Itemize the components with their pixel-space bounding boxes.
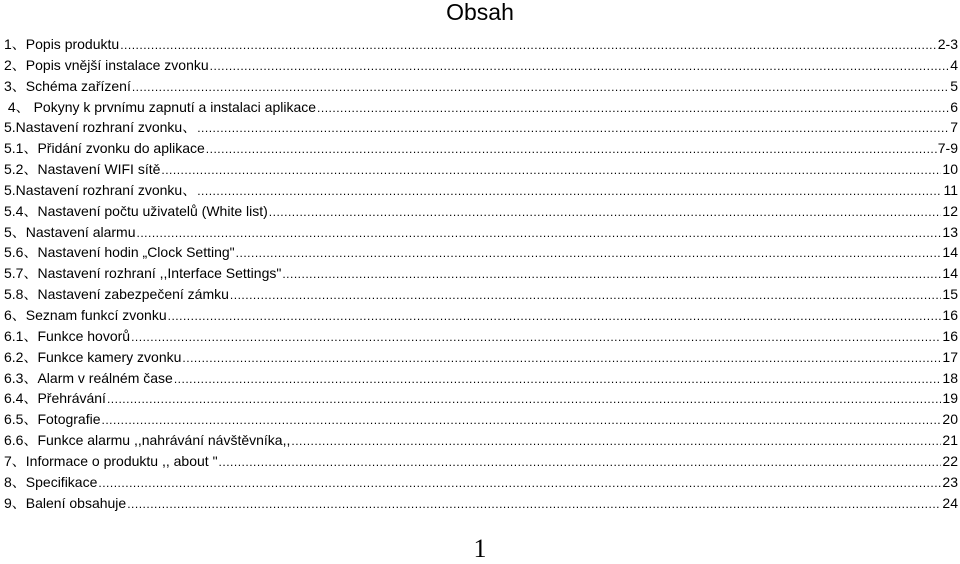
toc-entry-label: 5.6、Nastavení hodin „Clock Setting"	[4, 244, 235, 261]
toc-entry-label: 5.2、Nastavení WIFI sítě	[4, 161, 161, 178]
toc-entry-page: 17	[942, 348, 958, 365]
toc-dot-leader	[182, 348, 941, 368]
toc-entry-page: 12	[942, 202, 958, 219]
toc-entry-label: 1、Popis produktu	[4, 36, 120, 52]
toc-entry[interactable]	[4, 451, 958, 472]
toc-entry-page: 10	[942, 161, 958, 178]
toc-dot-leader	[127, 494, 941, 514]
toc-entry-page: 2-3	[937, 36, 958, 52]
toc-dot-leader	[206, 139, 937, 159]
toc-entry-label: 5、Nastavení alarmu	[4, 223, 136, 240]
toc-dot-leader	[219, 452, 942, 472]
toc-entry[interactable]	[4, 201, 958, 222]
toc-dot-leader	[174, 369, 942, 389]
toc-dot-leader	[102, 410, 942, 430]
toc-entry-label: 6.5、Fotografie	[4, 411, 101, 428]
toc-entry-label: 5.Nastavení rozhraní zvonku、	[4, 119, 197, 136]
toc-entry-page: 16	[942, 306, 958, 323]
toc-dot-leader	[120, 35, 937, 55]
toc-dot-leader	[197, 118, 949, 138]
toc-entry-page: 22	[942, 452, 958, 469]
toc-entry-page: 15	[942, 286, 958, 303]
toc-entry[interactable]	[4, 347, 958, 368]
toc-dot-leader	[132, 77, 949, 97]
toc-entry[interactable]	[4, 117, 958, 138]
toc-entry-label: 6.4、Přehrávání	[4, 390, 106, 407]
toc-entry-label: 3、Schéma zařízení	[4, 77, 131, 94]
toc-entry[interactable]	[4, 472, 958, 493]
toc-dot-leader	[161, 160, 941, 180]
toc-dot-leader	[197, 181, 942, 201]
toc-entry-page: 7	[950, 119, 958, 136]
toc-dot-leader	[317, 98, 949, 118]
toc-entry[interactable]	[4, 222, 958, 243]
toc-entry-page: 18	[942, 369, 958, 386]
toc-entry-page: 19	[942, 390, 958, 407]
toc-entry-label: 5.8、Nastavení zabezpečení zámku	[4, 286, 229, 303]
toc-dot-leader	[291, 431, 941, 451]
toc-entry[interactable]	[4, 138, 958, 159]
table-of-contents	[4, 34, 958, 513]
toc-entry-label: 6.2、Funkce kamery zvonku	[4, 348, 182, 365]
toc-dot-leader	[230, 285, 942, 305]
toc-entry-label: 5.Nastavení rozhraní zvonku、	[4, 181, 197, 198]
toc-entry-page: 24	[942, 494, 958, 511]
toc-entry-label: 6.1、Funkce hovorů	[4, 327, 131, 344]
toc-entry-page: 4	[950, 56, 958, 73]
toc-entry[interactable]	[4, 180, 958, 201]
toc-entry[interactable]	[4, 493, 958, 514]
toc-dot-leader	[210, 56, 950, 76]
toc-entry-page: 16	[942, 327, 958, 344]
toc-entry[interactable]	[4, 76, 958, 97]
toc-dot-leader	[131, 327, 941, 347]
toc-entry-page: 20	[942, 411, 958, 428]
toc-entry-label: 2、Popis vnější instalace zvonku	[4, 56, 209, 73]
toc-entry-label: 5.7、Nastavení rozhraní ,,Interface Settings"	[4, 265, 282, 282]
toc-dot-leader	[98, 473, 941, 493]
page-title: Obsah	[446, 0, 514, 25]
toc-dot-leader	[269, 202, 942, 222]
toc-entry[interactable]	[4, 409, 958, 430]
toc-entry[interactable]	[4, 242, 958, 263]
toc-entry[interactable]	[4, 388, 958, 409]
page-number: 1	[473, 534, 487, 563]
toc-entry-label: 6.3、Alarm v reálném čase	[4, 369, 173, 386]
toc-entry-label: 7、Informace o produktu ,, about "	[4, 452, 218, 469]
toc-entry-page: 5	[950, 77, 958, 94]
toc-entry-label: 5.4、Nastavení počtu uživatelů (White list)	[4, 202, 268, 219]
toc-entry-label: 5.1、Přidání zvonku do aplikace	[4, 140, 205, 157]
toc-entry-label: 4、 Pokyny k prvnímu zapnutí a instalaci aplikace	[4, 98, 317, 115]
toc-dot-leader	[236, 243, 942, 263]
toc-entry[interactable]	[4, 55, 958, 76]
toc-entry-label: 9、Balení obsahuje	[4, 494, 127, 511]
toc-entry-page: 11	[943, 181, 958, 198]
toc-entry[interactable]	[4, 305, 958, 326]
toc-entry-label: 6、Seznam funkcí zvonku	[4, 306, 167, 323]
toc-dot-leader	[137, 223, 942, 243]
toc-entry-page: 14	[942, 244, 958, 261]
toc-entry[interactable]	[4, 34, 958, 55]
toc-entry[interactable]	[4, 284, 958, 305]
toc-dot-leader	[168, 306, 942, 326]
toc-entry-page: 7-9	[937, 140, 958, 157]
toc-entry-label: 6.6、Funkce alarmu ,,nahrávání návštěvníka,,	[4, 432, 291, 449]
toc-entry[interactable]	[4, 97, 958, 118]
toc-entry[interactable]	[4, 159, 958, 180]
toc-entry-page: 23	[942, 473, 958, 490]
toc-entry[interactable]	[4, 326, 958, 347]
toc-entry-page: 21	[942, 432, 958, 449]
toc-entry-page: 6	[950, 98, 958, 115]
toc-entry[interactable]	[4, 263, 958, 284]
toc-dot-leader	[107, 389, 941, 409]
toc-entry-page: 13	[942, 223, 958, 240]
toc-entry-page: 14	[942, 265, 958, 282]
toc-dot-leader	[282, 264, 941, 284]
toc-entry[interactable]	[4, 368, 958, 389]
toc-entry[interactable]	[4, 430, 958, 451]
toc-entry-label: 8、Specifikace	[4, 473, 98, 490]
